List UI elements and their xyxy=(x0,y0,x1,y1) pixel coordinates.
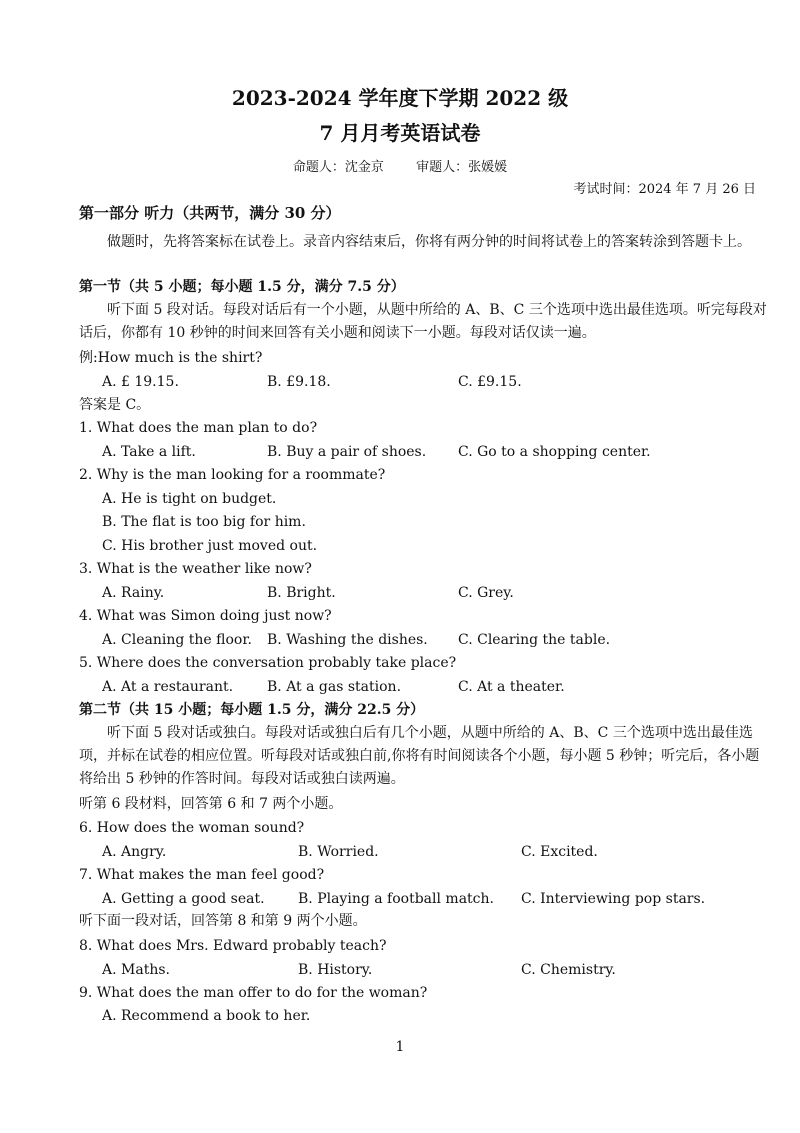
page-number: 1 xyxy=(395,1039,405,1055)
section1-heading: 第一节（共 5 小题；每小题 1.5 分，满分 7.5 分） xyxy=(79,279,405,295)
question-2: 2. Why is the man looking for a roommate? xyxy=(79,467,386,483)
q1-option-b: B. Buy a pair of shoes. xyxy=(267,444,427,460)
q6-option-b: B. Worried. xyxy=(298,844,379,860)
q8-option-c: C. Chemistry. xyxy=(521,962,616,978)
q9-option-a: A. Recommend a book to her. xyxy=(102,1008,311,1024)
q4-option-c: C. Clearing the table. xyxy=(458,632,611,648)
example-option-c: C. £9.15. xyxy=(458,374,522,390)
q2-option-b: B. The flat is too big for him. xyxy=(102,514,306,530)
q7-option-c: C. Interviewing pop stars. xyxy=(521,891,706,907)
section1-instructions: 听下面 5 段对话。每段对话后有一个小题，从题中所给的 A、B、C 三个选项中选出最佳选项。听完每段对话后，你都有 10 秒钟的时间来回答有关小题和阅读下一小题。每段对话仅读一遍。 xyxy=(79,302,767,341)
exam-title-line2: 7 月月考英语试卷 xyxy=(319,121,481,145)
q4-option-a: A. Cleaning the floor. xyxy=(102,632,252,648)
q5-option-c: C. At a theater. xyxy=(458,679,565,695)
q4-option-b: B. Washing the dishes. xyxy=(267,632,428,648)
part1-heading: 第一部分 听力（共两节，满分 30 分） xyxy=(79,204,341,222)
question-3: 3. What is the weather like now? xyxy=(79,561,312,577)
q2-option-c: C. His brother just moved out. xyxy=(102,538,318,554)
question-5: 5. Where does the conversation probably take place? xyxy=(79,655,457,671)
example-question: 例:How much is the shirt? xyxy=(79,350,263,366)
q3-option-a: A. Rainy. xyxy=(102,585,165,601)
q3-option-c: C. Grey. xyxy=(458,585,514,601)
q2-option-a: A. He is tight on budget. xyxy=(102,491,277,507)
example-option-b: B. £9.18. xyxy=(267,374,331,390)
q6-option-a: A. Angry. xyxy=(102,844,167,860)
setter-name: 命题人：沈金京 xyxy=(292,160,384,175)
q6-option-c: C. Excited. xyxy=(521,844,598,860)
section2-instructions: 听下面 5 段对话或独白。每段对话或独白后有几个小题，从题中所给的 A、B、C 三个选项中选出最佳选项，并标在试卷的相应位置。听每段对话或独白前,你将有时间阅读各个小题，每小题 5 秒钟；听完后，各小题将给出 5 秒钟的作答时间。每段对话或独白读两遍。 xyxy=(79,725,760,787)
q5-option-b: B. At a gas station. xyxy=(267,679,402,695)
exam-title-line1: 2023-2024 学年度下学期 2022 级 xyxy=(231,86,569,110)
material-6-intro: 听第 6 段材料，回答第 6 和 7 两个小题。 xyxy=(79,796,343,812)
question-7: 7. What makes the man feel good? xyxy=(79,867,325,883)
q8-option-a: A. Maths. xyxy=(102,962,170,978)
material-7-intro: 听下面一段对话，回答第 8 和第 9 两个小题。 xyxy=(79,913,367,929)
authors-line xyxy=(0,159,800,177)
question-9: 9. What does the man offer to do for the woman? xyxy=(79,985,428,1001)
q3-option-b: B. Bright. xyxy=(267,585,336,601)
example-option-a: A. £ 19.15. xyxy=(102,374,179,390)
exam-date: 考试时间：2024 年 7 月 26 日 xyxy=(573,182,756,197)
reviewer-name: 审题人：张媛媛 xyxy=(416,160,508,175)
q1-option-a: A. Take a lift. xyxy=(102,444,196,460)
question-8: 8. What does Mrs. Edward probably teach? xyxy=(79,938,387,954)
example-answer: 答案是 C。 xyxy=(79,397,151,413)
q5-option-a: A. At a restaurant. xyxy=(102,679,234,695)
part1-instructions: 做题时，先将答案标在试卷上。录音内容结束后，你将有两分钟的时间将试卷上的答案转涂到答题卡上。 xyxy=(107,234,751,250)
section2-heading: 第二节（共 15 小题；每小题 1.5 分，满分 22.5 分） xyxy=(79,702,425,718)
q7-option-b: B. Playing a football match. xyxy=(298,891,494,907)
question-1: 1. What does the man plan to do? xyxy=(79,420,318,436)
question-4: 4. What was Simon doing just now? xyxy=(79,608,332,624)
q8-option-b: B. History. xyxy=(298,962,373,978)
question-6: 6. How does the woman sound? xyxy=(79,820,305,836)
q7-option-a: A. Getting a good seat. xyxy=(102,891,265,907)
q1-option-c: C. Go to a shopping center. xyxy=(458,444,651,460)
